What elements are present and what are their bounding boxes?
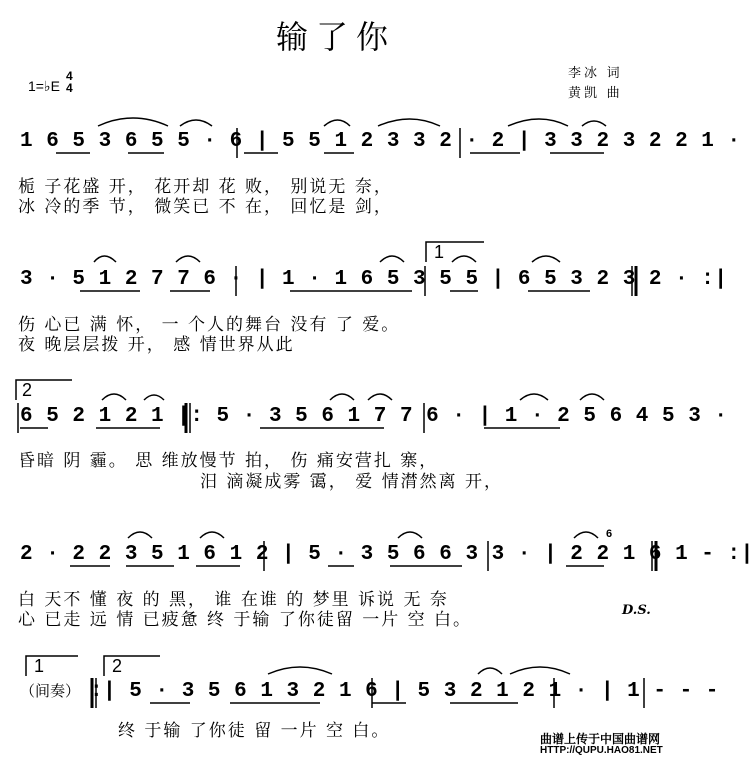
slur bbox=[508, 119, 568, 126]
lyrics-row-2-verse-2: 夜 晚层层拨 开， 感 情世界从此 bbox=[18, 335, 295, 355]
lyrics-row-2-verse-1: 伤 心已 满 怀， 一 个人的舞台 没有 了 爱。 bbox=[18, 315, 401, 335]
lyricist-credit: 李冰 词 bbox=[568, 65, 623, 80]
volta-2-label-row-5: 2 bbox=[112, 656, 123, 676]
song-title: 输了你 bbox=[275, 18, 396, 56]
key-signature: 1=♭E bbox=[28, 78, 60, 94]
composer-credit: 黄凯 曲 bbox=[568, 85, 623, 100]
lyrics-row-4-verse-1: 白 天不 懂 夜 的 黑， 谁 在谁 的 梦里 诉说 无 奈 bbox=[18, 590, 449, 610]
slur bbox=[98, 118, 168, 126]
fermata-number: 6 bbox=[606, 528, 613, 540]
dal-segno-mark: D.S. bbox=[622, 603, 651, 618]
time-bottom: 4 bbox=[66, 81, 73, 95]
notes-row-3: 6 5 2 1 2 1 |: 5 · 3 5 6 1 7 7 6 · | 1 · 2 5 6 4 5 3 · bbox=[20, 405, 728, 428]
notes-row-5: :| 5 · 3 5 6 1 3 2 1 6 | 5 3 2 1 2 1 · | 1 - - - bbox=[90, 680, 719, 703]
lyrics-row-3-verse-1: 昏暗 阴 霾。 思 维放慢节 拍， 伤 痛安营扎 寨， bbox=[18, 451, 439, 471]
lyrics-row-3-verse-2: 汨 滴凝成雾 霭， 爱 情潸然离 开， bbox=[200, 472, 504, 492]
site-credit: 曲谱上传于中国曲谱网 bbox=[540, 732, 661, 746]
site-url: HTTP://QUPU.HAO81.NET bbox=[540, 745, 663, 756]
notes-row-2: 3 · 5 1 2 7 7 6 · | 1 · 1 6 5 3 5 5 | 6 5 3 2 3 2 · :| bbox=[20, 268, 728, 291]
volta-1-label-row-2: 1 bbox=[434, 242, 445, 262]
slur bbox=[180, 120, 212, 126]
volta-1-label-row-5: 1 bbox=[34, 656, 45, 676]
lyrics-row-4-verse-2: 心 已走 远 情 已疲惫 终 于输 了你徒留 一片 空 白。 bbox=[18, 610, 473, 630]
notes-row-4: 2 · 2 2 3 5 1 6 1 2 | 5 · 3 5 6 6 3 3 · | 2 2 1 6 1 - :| bbox=[20, 543, 754, 566]
notes-row-1: 1 6 5 3 6 5 5 · 6 | 5 5 1 2 3 3 2 · 2 | 3 3 2 3 2 2 1 · bbox=[20, 130, 741, 153]
time-top: 4 bbox=[66, 69, 73, 83]
lyrics-row-5: 终 于输 了你徒 留 一片 空 白。 bbox=[118, 721, 391, 741]
slur bbox=[582, 121, 606, 126]
slur bbox=[324, 120, 350, 126]
lyrics-row-1-verse-2: 冰 冷的季 节， 微笑已 不 在， 回忆是 剑， bbox=[18, 197, 393, 217]
interlude-label: （间奏） bbox=[20, 683, 81, 700]
slur bbox=[378, 119, 440, 126]
volta-2-label-row-3: 2 bbox=[22, 380, 33, 400]
lyrics-row-1-verse-1: 栀 子花盛 开， 花开却 花 败， 别说无 奈， bbox=[18, 177, 393, 197]
